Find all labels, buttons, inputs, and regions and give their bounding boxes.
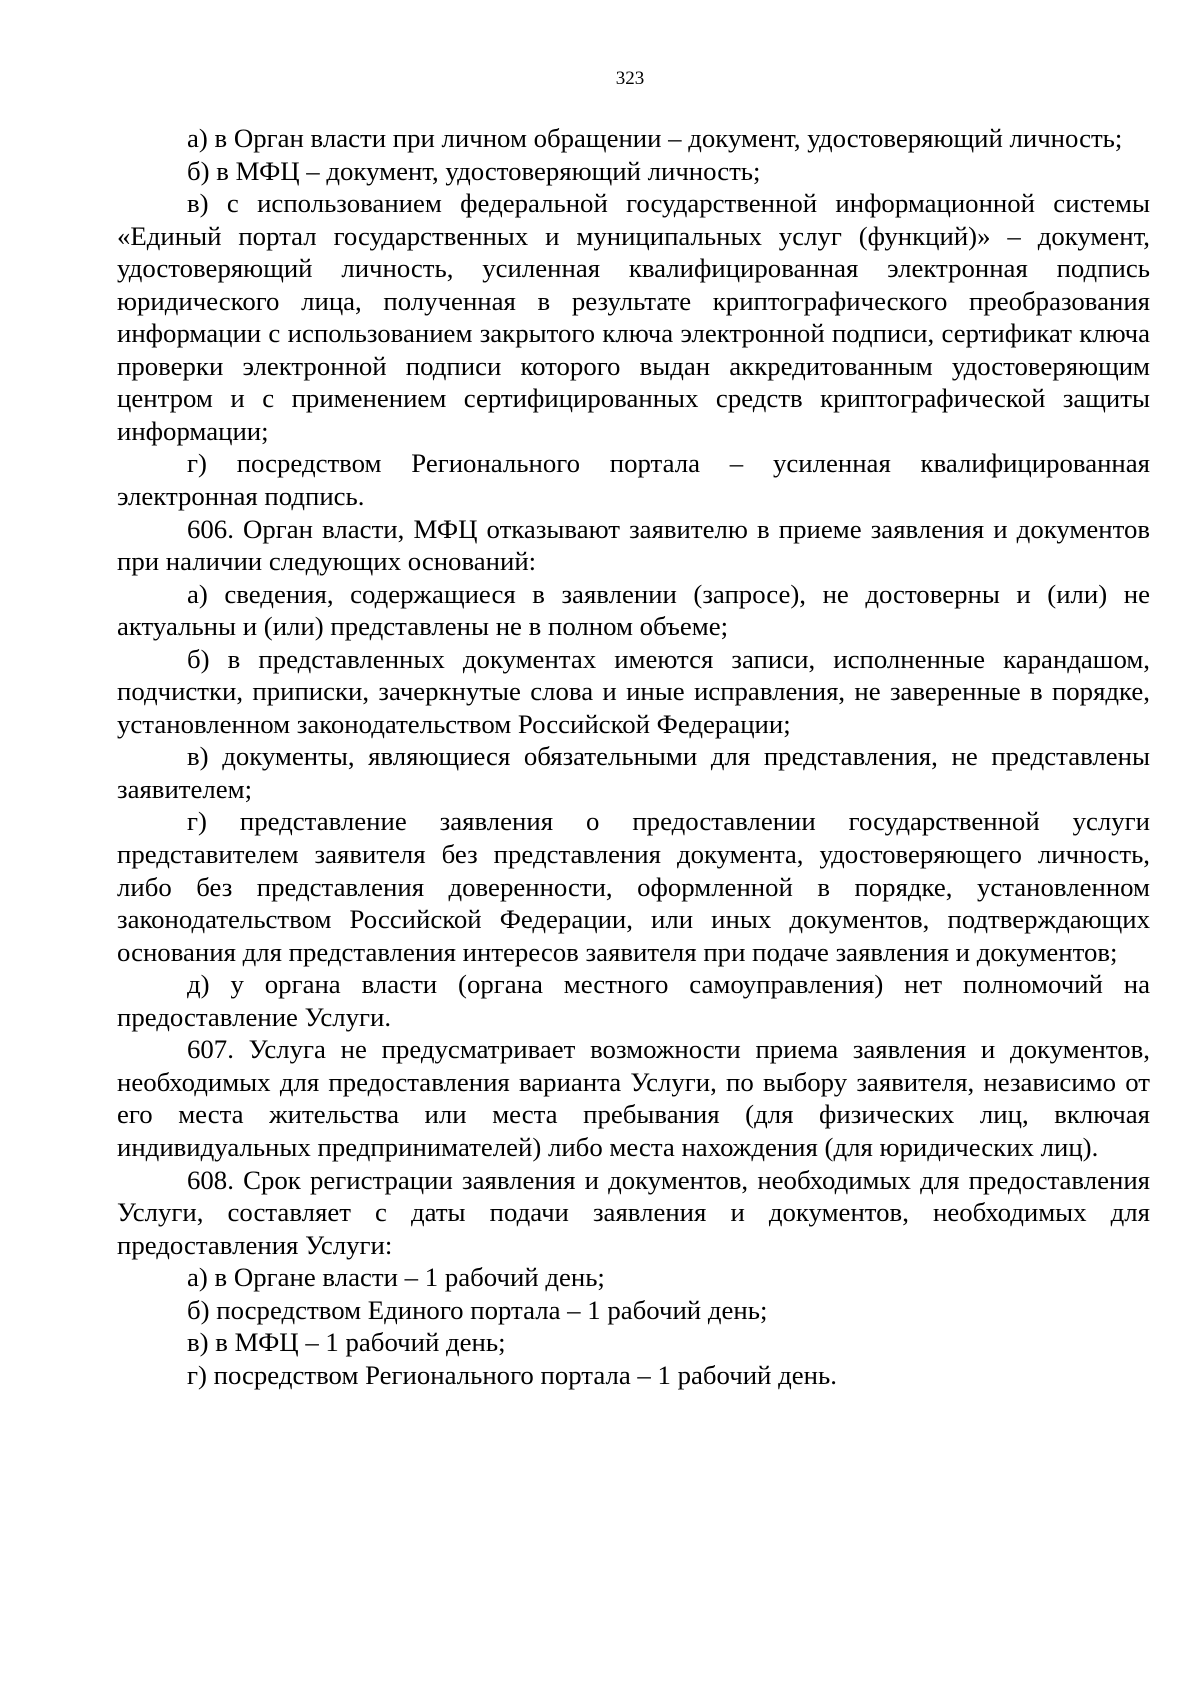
paragraph-608-b: б) посредством Единого портала – 1 рабочий день; [187,1294,768,1325]
paragraph-607: 607. Услуга не предусматривает возможности приема заявления и документов, необходимых для предоставления варианта Услуги, по выбору заявителя, независимо от его места жительства или места пребывания (для физических лиц, включая индивидуальных предпринимателей) либо места нахождения (для юридических лиц). [117,1034,1150,1162]
paragraph-605-v: в) с использованием федеральной государственной информационной системы «Единый портал государственных и муниципальных услуг (функций)» – документ, удостоверяющий личность, усиленная квалифицированная электронная подпись юридического лица, полученная в результате криптографического преобразования информации с использованием закрытого ключа электронной подписи, сертификат ключа проверки электронной подписи которого выдан аккредитованным удостоверяющим центром и с применением сертифицированных средств криптографической защиты информации; [117,188,1150,446]
paragraph-608-v: в) в МФЦ – 1 рабочий день; [187,1327,506,1358]
paragraph-608: 608. Срок регистрации заявления и документов, необходимых для предоставления Услуги, составляет с даты подачи заявления и документов, необходимых для предоставления Услуги: [117,1164,1150,1260]
paragraph-605-a: а) в Орган власти при личном обращении – документ, удостоверяющий личность; [187,123,1123,153]
paragraph-608-a: а) в Органе власти – 1 рабочий день; [187,1262,605,1293]
paragraph-606-v: в) документы, являющиеся обязательными для представления, не представлены заявителем; [117,741,1150,804]
paragraph-605-b: б) в МФЦ – документ, удостоверяющий личность; [187,155,761,186]
paragraph-606: 606. Орган власти, МФЦ отказывают заявителю в приеме заявления и документов при наличии следующих оснований: [117,513,1150,577]
page-number: 323 [615,68,645,89]
paragraph-606-g: г) представление заявления о предоставлении государственной услуги представителем заявителя без представления документа, удостоверяющего личность, либо без представления доверенности, оформленной в порядке, установленном законодательством Российской Федерации, или иных документов, подтверждающих основания для представления интересов заявителя при подаче заявления и документов; [117,806,1150,967]
paragraph-606-b: б) в представленных документах имеются записи, исполненные карандашом, подчистки, приписки, зачеркнутые слова и иные исправления, не заверенные в порядке, установленном законодательством Российской Федерации; [117,643,1150,739]
document-body [117,122,1150,1391]
paragraph-605-g: г) посредством Регионального портала – усиленная квалифицированная электронная подпись. [117,448,1150,512]
paragraph-606-a: а) сведения, содержащиеся в заявлении (запросе), не достоверны и (или) не актуальны и (или) представлены не в полном объеме; [117,578,1150,642]
paragraph-608-g: г) посредством Регионального портала – 1 рабочий день. [187,1359,837,1390]
paragraph-606-d: д) у органа власти (органа местного самоуправления) нет полномочий на предоставление Услуги. [117,969,1150,1032]
